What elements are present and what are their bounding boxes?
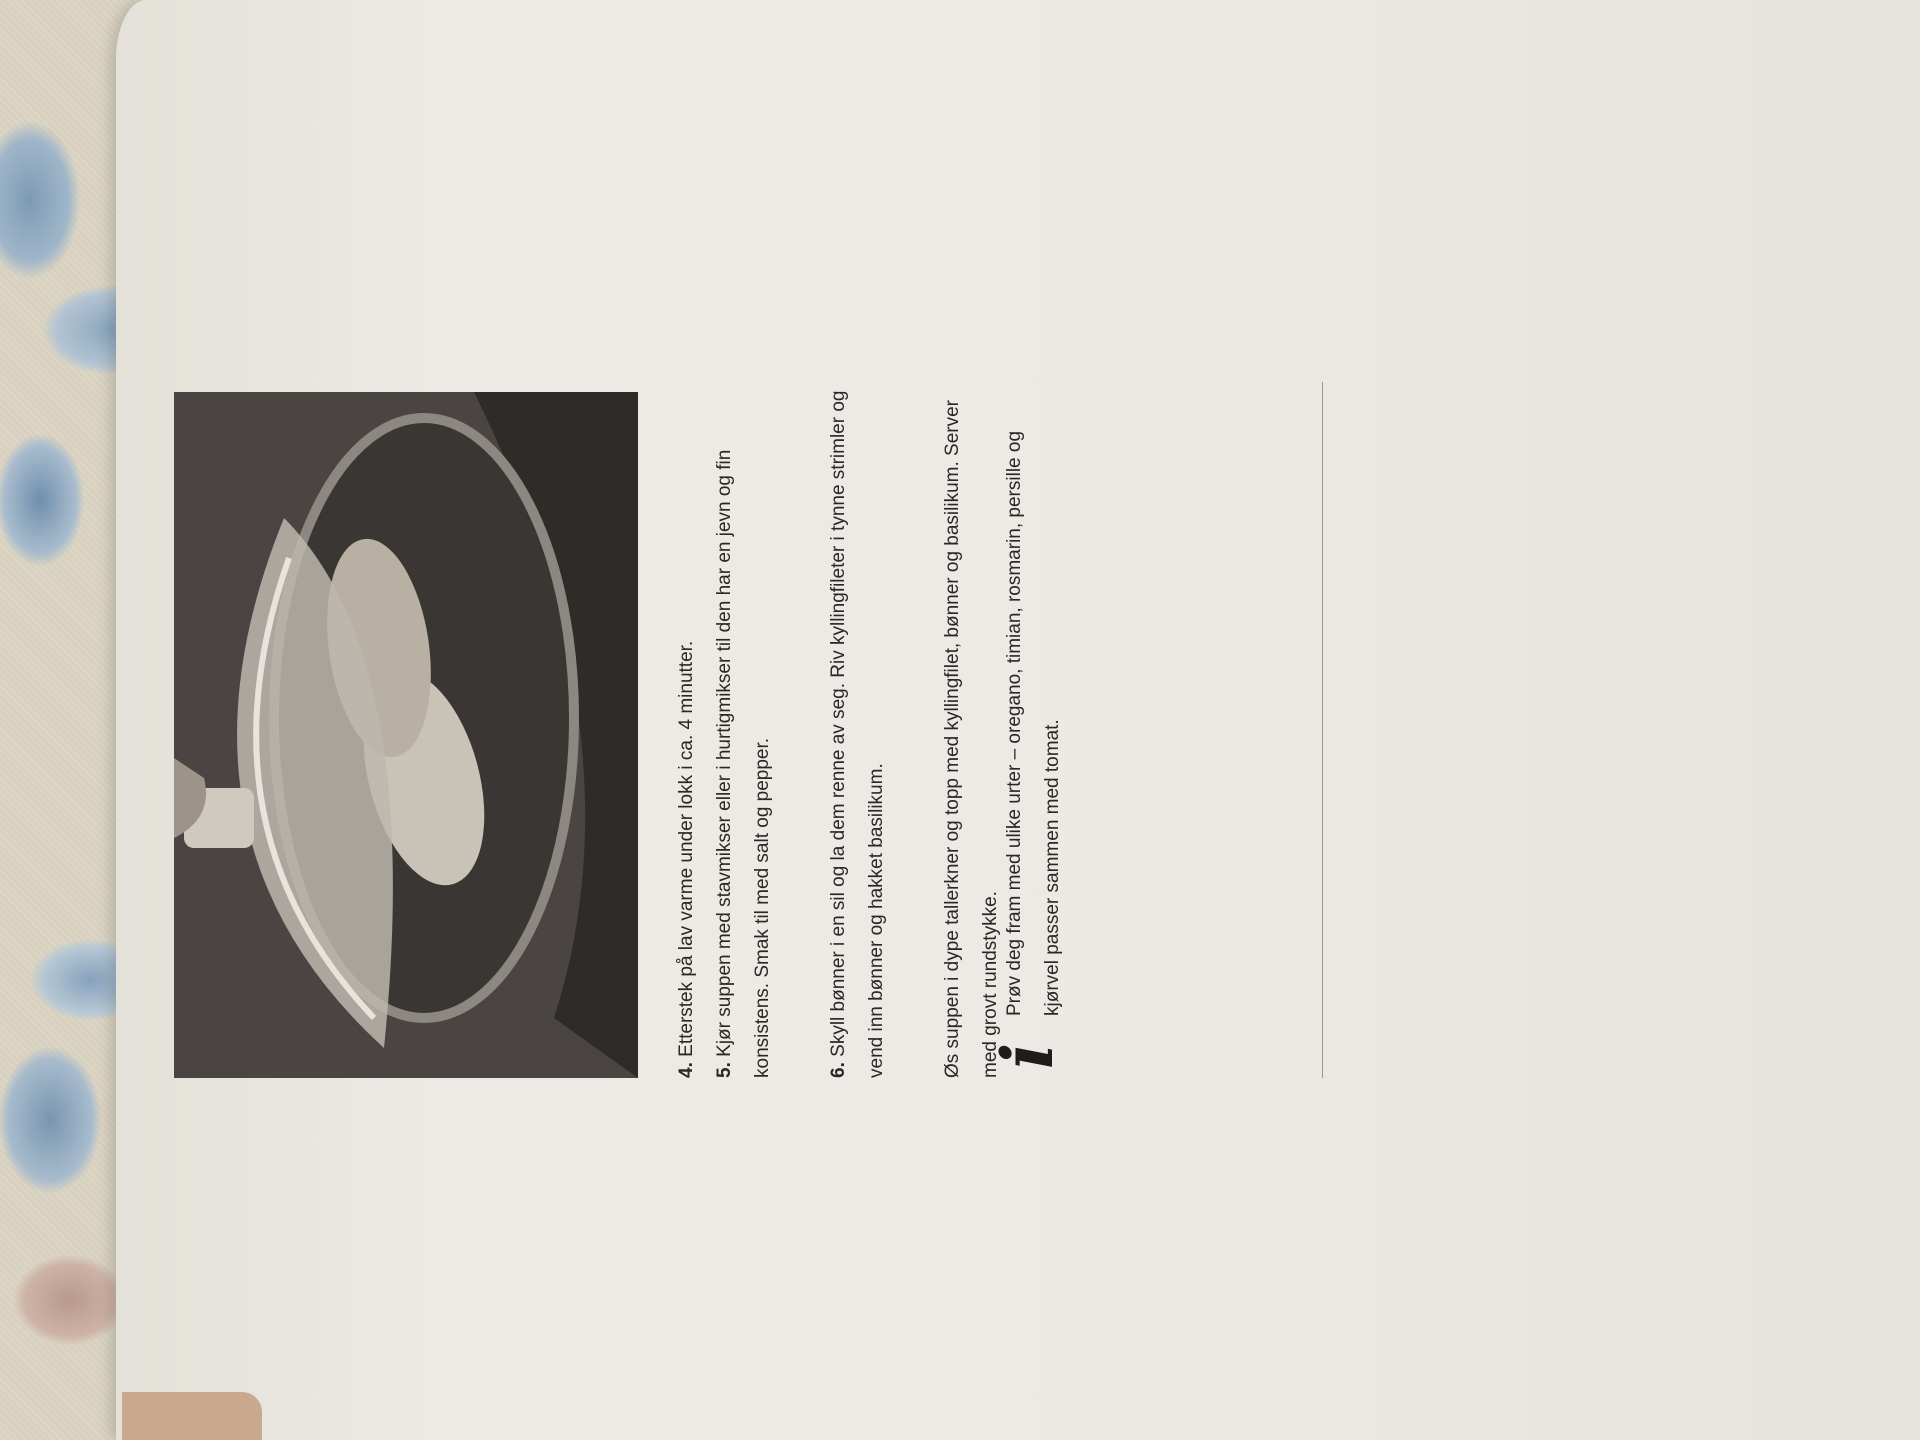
step-text: Etterstek på lav varme under lokk i ca. 4 minutter.	[676, 640, 697, 1057]
step-text: Skyll bønner i en sil og la dem renne av seg. Riv kyllingfileter i tynne strimler og vend inn bønner og hakket basilikum.	[828, 390, 887, 1078]
recipe-photo	[174, 392, 638, 1078]
step-5	[706, 388, 782, 1078]
step-text: Kjør suppen med stavmikser eller i hurtigmikser til den har en jevn og fin konsistens. Smak til med salt og pepper.	[714, 449, 773, 1078]
step-6	[820, 388, 896, 1078]
pan-with-chicken-illustration	[174, 392, 638, 1078]
divider-line	[1322, 382, 1323, 1078]
recipe-content	[174, 382, 1322, 1078]
info-icon: i	[986, 1042, 1069, 1070]
recipe-steps	[668, 388, 1010, 1078]
step-number: 6.	[828, 1062, 849, 1078]
serving-instructions: Øs suppen i dype tallerkner og topp med kyllingfilet, bønner og basilikum. Server med grovt rundstykke.	[942, 399, 1001, 1078]
step-number: 4.	[676, 1062, 697, 1078]
step-number: 5.	[714, 1062, 735, 1078]
step-4	[668, 388, 706, 1078]
tip-box	[986, 388, 1072, 1078]
tip-text: Prøv deg fram med ulike urter – oregano, timian, rosmarin, persille og kjørvel passer sammen med tomat.	[1004, 430, 1063, 1016]
page-edge	[122, 1392, 262, 1440]
